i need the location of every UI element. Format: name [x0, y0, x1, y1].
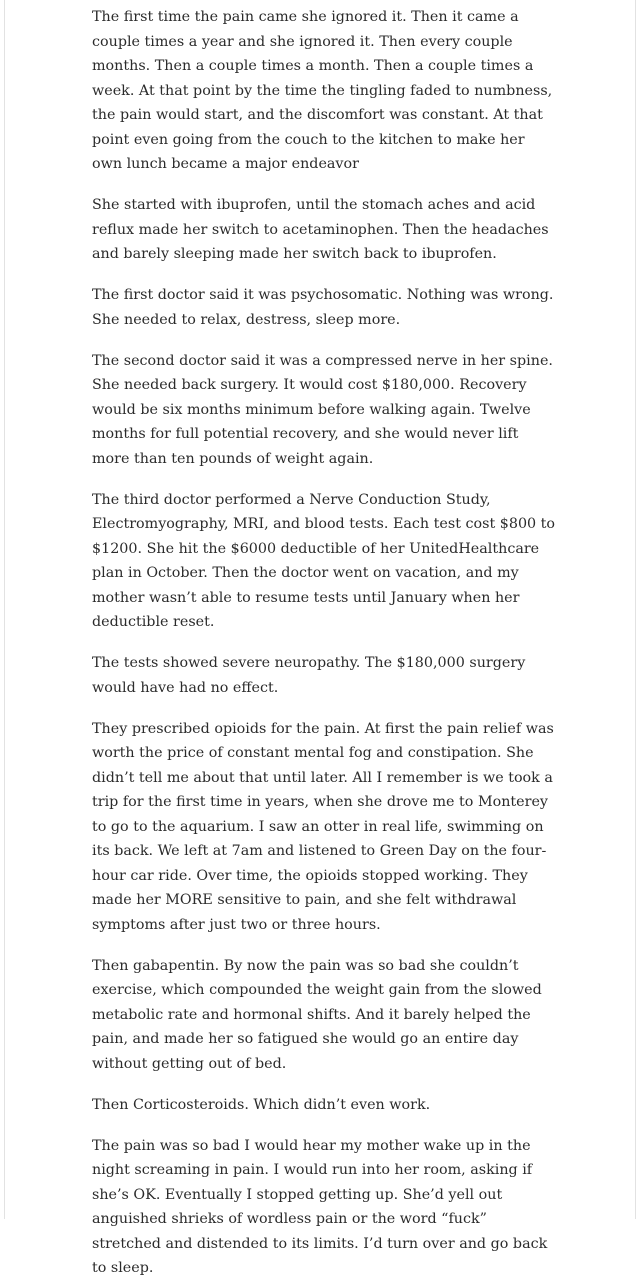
left-page-border — [4, 0, 5, 1219]
paragraph-first-doctor: The first doctor said it was psychosomatic. Nothing was wrong. She needed to relax, destress, sleep more. — [92, 287, 554, 328]
article-body — [92, 5, 556, 1281]
paragraph-night-screaming: The pain was so bad I would hear my mother wake up in the night screaming in pain. I would run into her room, asking if she’s OK. Eventually I stopped getting up. She’d yell out anguished shrieks of wordless pain or the word “fuck” stretched and distended to its limits. I’d turn over and go back to sleep. — [92, 1137, 548, 1276]
paragraph-ibuprofen: She started with ibuprofen, until the stomach aches and acid reflux made her switch to acetaminophen. Then the headaches and barely sleeping made her switch back to ibuprofen. — [92, 197, 549, 262]
paragraph-opioids: They prescribed opioids for the pain. At first the pain relief was worth the price of constant mental fog and constipation. She didn’t tell me about that until later. All I remember is we took a trip for the first time in years, when she drove me to Monterey to go to the aquarium. I saw an otter in real life, swimming on its back. We left at 7am and listened to Green Day on the four-hour car ride. Over time, the opioids stopped working. They made her MORE sensitive to pain, and she felt withdrawal symptoms after just two or three hours. — [92, 720, 554, 933]
right-page-border — [635, 0, 636, 1219]
paragraph-second-doctor: The second doctor said it was a compressed nerve in her spine. She needed back surgery. It would cost $180,000. Recovery would be six months minimum before walking again. Twelve months for full potential recovery, and she would never lift more than ten pounds of weight again. — [92, 352, 553, 467]
paragraph-corticosteroids: Then Corticosteroids. Which didn’t even work. — [92, 1096, 431, 1113]
paragraph-tests-result: The tests showed severe neuropathy. The $180,000 surgery would have had no effect. — [92, 655, 526, 696]
paragraph-gabapentin: Then gabapentin. By now the pain was so bad she couldn’t exercise, which compounded the weight gain from the slowed metabolic rate and hormonal shifts. And it barely helped the pain, and made her so fatigued she would go an entire day without getting out of bed. — [92, 957, 542, 1072]
paragraph-third-doctor: The third doctor performed a Nerve Conduction Study, Electromyography, MRI, and blood tests. Each test cost $800 to $1200. She hit the $6000 deductible of her UnitedHealthcare plan in October. Then the doctor went on vacation, and my mother wasn’t able to resume tests until January when her deductible reset. — [92, 491, 556, 630]
paragraph-first-pain: The first time the pain came she ignored it. Then it came a couple times a year and she ignored it. Then every couple months. Then a couple times a month. Then a couple times a week. At that point by the time the tingling faded to numbness, the pain would start, and the discomfort was constant. At that point even going from the couch to the kitchen to make her own lunch became a major endeavor — [92, 9, 553, 172]
